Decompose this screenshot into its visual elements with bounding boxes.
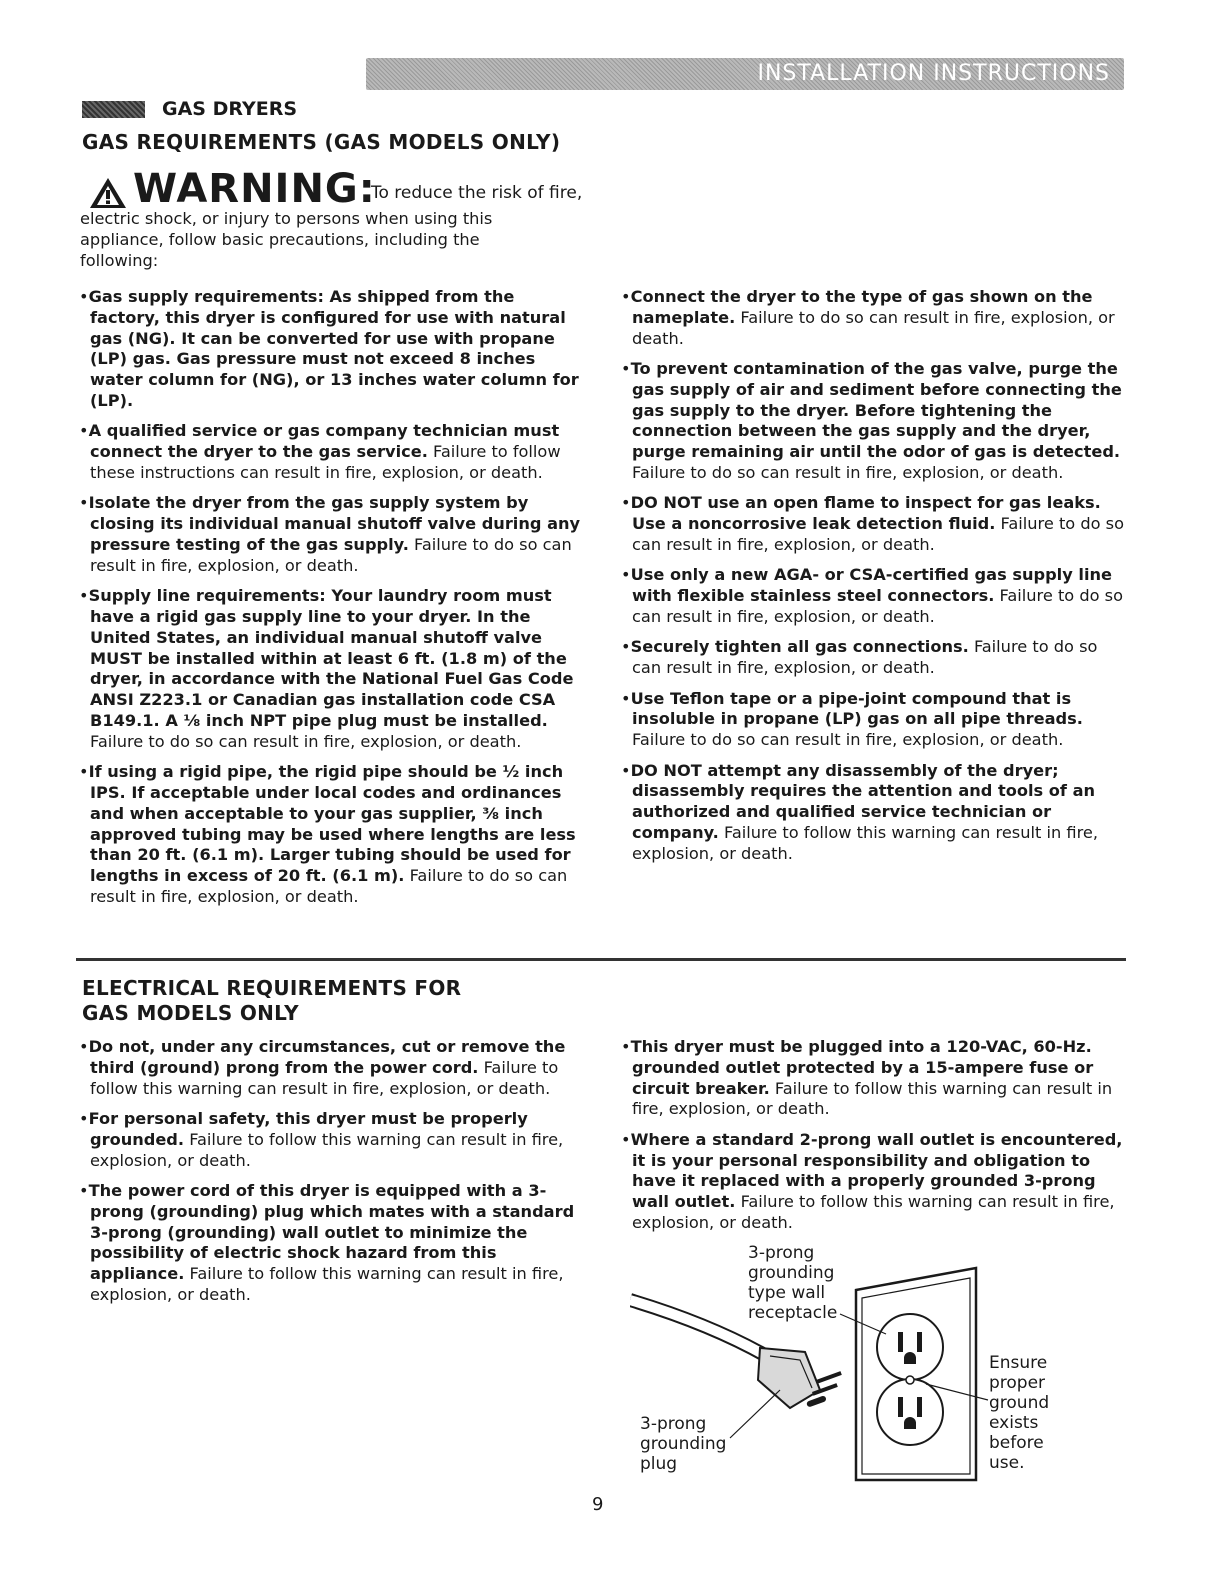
electrical-title-line2: GAS MODELS ONLY bbox=[82, 1001, 299, 1025]
bullet-emphasis: A qualified service or gas company technician must connect the dryer to the gas service. bbox=[88, 421, 560, 462]
electrical-title-line1: ELECTRICAL REQUIREMENTS FOR bbox=[82, 976, 462, 1000]
bullet-emphasis: Use Teflon tape or a pipe-joint compound that is insoluble in propane (LP) gas on all pipe threads. bbox=[630, 688, 1083, 729]
bullet-text: Failure to follow these instructions can result in fire, explosion, or death. bbox=[90, 442, 561, 482]
bullet-text: Failure to do so can result in fire, explosion, or death. bbox=[632, 637, 1098, 678]
electrical-left-column bbox=[79, 1037, 585, 1315]
warning-bullet: •Do not, under any circumstances, cut or remove the third (ground) prong from the power cord. Failure to follow this warning can result in fire, explosion, or death. bbox=[79, 1037, 566, 1098]
bullet-text: Failure to do so can result in fire, explosion, or death. bbox=[90, 866, 568, 906]
bullet-text: Failure to follow this warning can result in fire, explosion, or death. bbox=[632, 1078, 1113, 1119]
ground-label: Ensure proper ground exists before use. bbox=[989, 1353, 1050, 1473]
receptacle-label: 3-prong grounding type wall receptacle bbox=[748, 1243, 838, 1323]
bullet-text: Failure to follow this warning can result in fire, explosion, or death. bbox=[90, 1057, 559, 1098]
bullet-text: Failure to do so can result in fire, explosion, or death. bbox=[632, 307, 1115, 348]
warning-bullet: •DO NOT attempt any disassembly of the dryer; disassembly requires the attention and tools of an authorized and qualified service technician or company. Failure to follow this warning can result in fire, explosion, or death. bbox=[621, 760, 1098, 863]
warning-bullet: •DO NOT use an open flame to inspect for gas leaks. Use a noncorrosive leak detection fluid. Failure to do so can result in fire, explosion, or death. bbox=[621, 493, 1124, 554]
warning-text: electric shock, or injury to persons when using this appliance, follow basic precautions, including the following: bbox=[80, 209, 493, 270]
warning-bullet: •Supply line requirements: Your laundry room must have a rigid gas supply line to your dryer. In the United States, an individual manual shutoff valve MUST be installed within at least 6 ft. (1.8 m) of the dryer, in accordance with the National Fuel Gas Code ANSI Z223.1 or Canadian gas installation code CSA B149.1. A ⅛ inch NPT pipe plug must be installed. Failure to do so can result in fire, explosion, or death. bbox=[79, 586, 574, 751]
bullet-text: Failure to do so can result in fire, explosion, or death. bbox=[632, 586, 1124, 626]
warning-bullet: •This dryer must be plugged into a 120-VAC, 60-Hz. grounded outlet protected by a 15-ampere fuse or circuit breaker. Failure to follow this warning can result in fire, explosion, or death. bbox=[621, 1037, 1113, 1119]
bullet-emphasis: Use only a new AGA- or CSA-certified gas supply line with flexible stainless steel connectors. bbox=[630, 565, 1113, 606]
bullet-emphasis: DO NOT attempt any disassembly of the dryer; disassembly requires the attention and tools of an authorized and qualified service technician or company. bbox=[630, 760, 1096, 842]
warning-bullet: •A qualified service or gas company technician must connect the dryer to the gas service. Failure to follow these instructions can result in fire, explosion, or death. bbox=[79, 421, 561, 482]
plug-label: 3-prong grounding plug bbox=[640, 1414, 727, 1474]
section-marker-title: GAS DRYERS bbox=[162, 98, 298, 120]
bullet-emphasis: To prevent contamination of the gas valve, purge the gas supply of air and sediment before connecting the gas supply to the dryer. Before tightening the connection between the gas supply and the dryer, purge remaining air until the odor of gas is detected. bbox=[630, 358, 1122, 462]
warning-bullet: •Connect the dryer to the type of gas shown on the nameplate. Failure to do so can result in fire, explosion, or death. bbox=[621, 287, 1115, 348]
bullet-text: Failure to follow this warning can result in fire, explosion, or death. bbox=[632, 822, 1098, 863]
warning-bullet: •To prevent contamination of the gas valve, purge the gas supply of air and sediment before connecting the gas supply to the dryer. Before tightening the connection between the gas supply and the dryer, purge remaining air until the odor of gas is detected. Failure to do so can result in fire, explosion, or death. bbox=[621, 358, 1122, 482]
page-title: GAS REQUIREMENTS (GAS MODELS ONLY) bbox=[82, 130, 561, 154]
bullet-emphasis: The power cord of this dryer is equipped with a 3-prong (grounding) plug which mates with a standard 3-prong (grounding) wall outlet to minimize the possibility of electric shock hazard from this appliance. bbox=[88, 1180, 575, 1284]
gas-requirements-right-column bbox=[621, 287, 1127, 874]
warning-lead: To reduce the risk of fire, bbox=[371, 183, 583, 203]
warning-heading: WARNING: bbox=[133, 166, 376, 212]
warning-bullet: •If using a rigid pipe, the rigid pipe should be ½ inch IPS. If acceptable under local codes and ordinances and when acceptable to your gas supplier, ⅜ inch approved tubing may be used where lengths are less than 20 ft. (6.1 m). Larger tubing should be used for lengths in excess of 20 ft. (6.1 m). Failure to do so can result in fire, explosion, or death. bbox=[79, 762, 576, 906]
warning-bullet: •Where a standard 2-prong wall outlet is encountered, it is your personal responsibility and obligation to have it replaced with a properly grounded 3-prong wall outlet. Failure to follow this warning can result in fire, explosion, or death. bbox=[621, 1129, 1123, 1232]
bullet-emphasis: Isolate the dryer from the gas supply system by closing its individual manual shutoff valve during any pressure testing of the gas supply. bbox=[88, 493, 581, 554]
bullet-emphasis: Supply line requirements: Your laundry room must have a rigid gas supply line to your dryer. In the United States, an individual manual shutoff valve MUST be installed within at least 6 ft. (1.8 m) of the dryer, in accordance with the National Fuel Gas Code ANSI Z223.1 or Canadian gas installation code CSA B149.1. A ⅛ inch NPT pipe plug must be installed. bbox=[88, 586, 574, 730]
bullet-emphasis: DO NOT use an open flame to inspect for gas leaks. Use a noncorrosive leak detection fluid. bbox=[630, 493, 1101, 534]
bullet-emphasis: Do not, under any circumstances, cut or remove the third (ground) prong from the power cord. bbox=[88, 1037, 566, 1077]
section-banner bbox=[366, 58, 1124, 90]
warning-bullet: •Use Teflon tape or a pipe-joint compound that is insoluble in propane (LP) gas on all pipe threads. Failure to do so can result in fire, explosion, or death. bbox=[621, 688, 1083, 750]
bullet-emphasis: Gas supply requirements: As shipped from the factory, this dryer is configured for use with natural gas (NG). It can be converted for use with propane (LP) gas. Gas pressure must not exceed 8 inches water column for (NG), or 13 inches water column for (LP). bbox=[88, 287, 579, 410]
bullet-emphasis: Connect the dryer to the type of gas shown on the nameplate. bbox=[630, 287, 1093, 327]
warning-bullet: •Securely tighten all gas connections. Failure to do so can result in fire, explosion, or death. bbox=[621, 637, 1098, 678]
gas-requirements-left-column bbox=[79, 287, 585, 917]
bullet-emphasis: This dryer must be plugged into a 120-VAC, 60-Hz. grounded outlet protected by a 15-ampere fuse or circuit breaker. bbox=[630, 1037, 1094, 1098]
page-number: 9 bbox=[592, 1494, 604, 1515]
bullet-emphasis: If using a rigid pipe, the rigid pipe should be ½ inch IPS. If acceptable under local codes and ordinances and when acceptable to your gas supplier, ⅜ inch approved tubing may be used where lengths are less than 20 ft. (6.1 m). Larger tubing should be used for lengths in excess of 20 ft. (6.1 m). bbox=[88, 762, 576, 886]
bullet-text: Failure to do so can result in fire, explosion, or death. bbox=[90, 534, 572, 575]
bullet-text: Failure to follow this warning can result in fire, explosion, or death. bbox=[632, 1192, 1115, 1232]
bullet-emphasis: For personal safety, this dryer must be properly grounded. bbox=[88, 1108, 528, 1149]
section-marker bbox=[82, 101, 145, 118]
bullet-text: Failure to follow this warning can result in fire, explosion, or death. bbox=[90, 1264, 564, 1304]
bullet-text: Failure to do so can result in fire, explosion, or death. bbox=[632, 514, 1124, 554]
bullet-text: Failure to follow this warning can result in fire, explosion, or death. bbox=[90, 1129, 564, 1170]
section-divider bbox=[76, 958, 1126, 961]
warning-bullet: •For personal safety, this dryer must be properly grounded. Failure to follow this warning can result in fire, explosion, or death. bbox=[79, 1108, 564, 1170]
electrical-right-column bbox=[621, 1037, 1127, 1243]
warning-bullet: •Use only a new AGA- or CSA-certified gas supply line with flexible stainless steel connectors. Failure to do so can result in fire, explosion, or death. bbox=[621, 565, 1124, 626]
banner-title: INSTALLATION INSTRUCTIONS bbox=[757, 61, 1110, 86]
bullet-text: Failure to do so can result in fire, explosion, or death. bbox=[90, 731, 522, 751]
bullet-emphasis: Where a standard 2-prong wall outlet is encountered, it is your personal responsibility and obligation to have it replaced with a properly grounded 3-prong wall outlet. bbox=[630, 1129, 1123, 1212]
bullet-text: Failure to do so can result in fire, explosion, or death. bbox=[632, 462, 1064, 482]
warning-bullet: •The power cord of this dryer is equipped with a 3-prong (grounding) plug which mates with a standard 3-prong (grounding) wall outlet to minimize the possibility of electric shock hazard from this appliance. Failure to follow this warning can result in fire, explosion, or death. bbox=[79, 1180, 575, 1304]
warning-bullet: •Gas supply requirements: As shipped from the factory, this dryer is configured for use with natural gas (NG). It can be converted for use with propane (LP) gas. Gas pressure must not exceed 8 inches water column for (NG), or 13 inches water column for (LP). bbox=[79, 287, 579, 410]
warning-bullet: •Isolate the dryer from the gas supply system by closing its individual manual shutoff valve during any pressure testing of the gas supply. Failure to do so can result in fire, explosion, or death. bbox=[79, 493, 581, 575]
warning-icon bbox=[88, 176, 128, 210]
bullet-emphasis: Securely tighten all gas connections. bbox=[630, 637, 969, 657]
bullet-text: Failure to do so can result in fire, explosion, or death. bbox=[632, 730, 1064, 750]
